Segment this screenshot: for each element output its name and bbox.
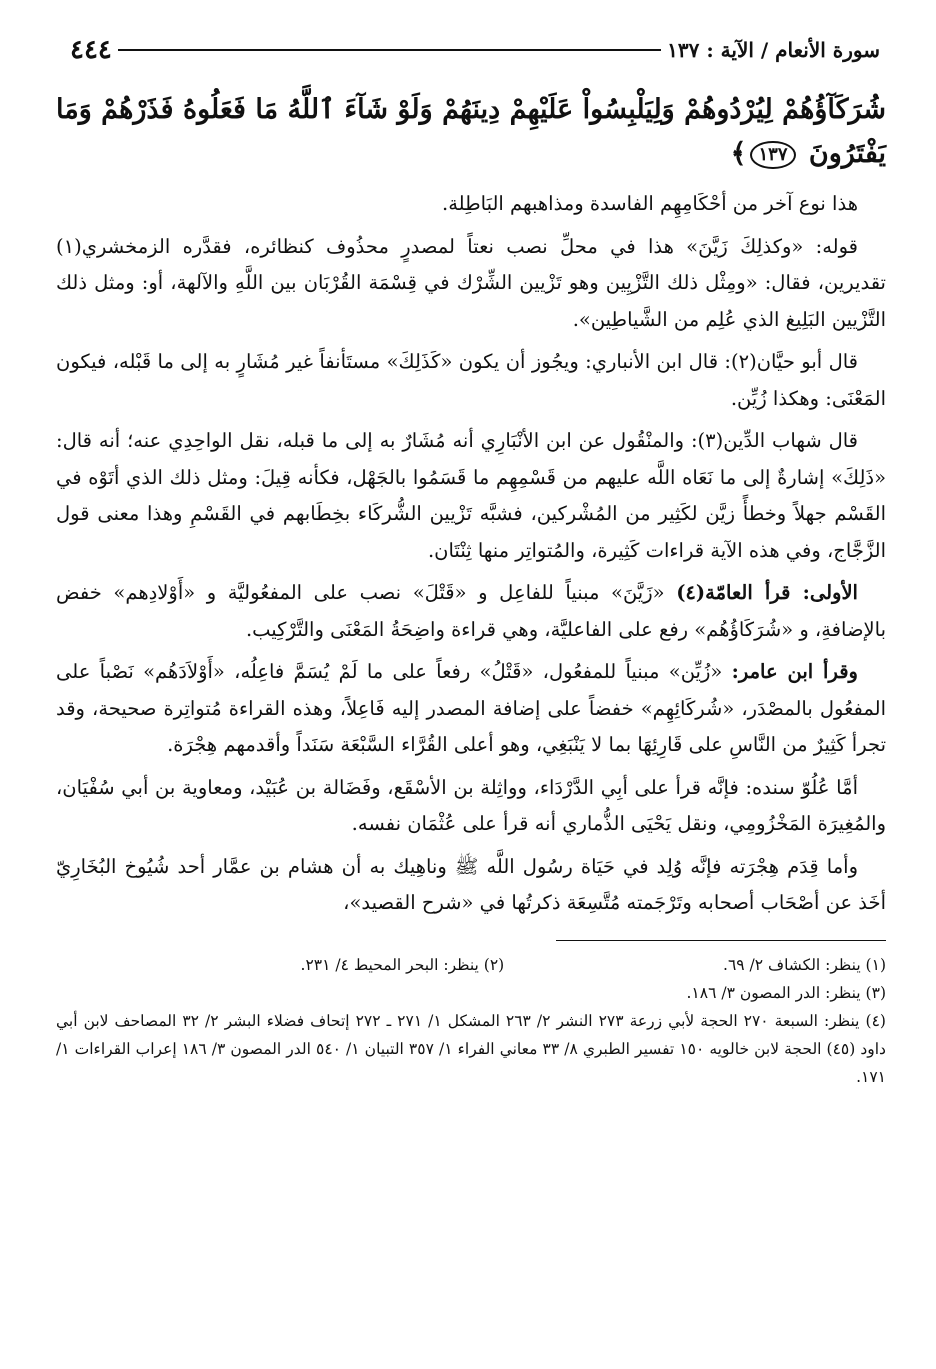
paragraph (56, 186, 886, 223)
quran-verse (56, 88, 886, 176)
book-page (56, 30, 886, 1350)
paragraph (56, 423, 886, 569)
verse-text: شُرَكَآؤُهُمْ لِيُرْدُوهُمْ وَلِيَلْبِسُواْ عَلَيْهِمْ دِينَهُمْ وَلَوْ شَآءَ ٱللَّهُ مَا فَعَلُوهُ فَذَرْهُمْ وَمَا يَفْتَرُونَ (56, 94, 886, 169)
paragraph (56, 229, 886, 339)
paragraph-text: قال أبو حيَّان(٢): قال ابن الأنباري: ويجُوز أن يكون «كَذَلِكَ» مستَأنفاً غير مُشَارٍ به إلى ما قَبْله، فيكون المَعْنَى: وهكذا زُيِّن. (56, 350, 886, 410)
paragraph-text: أمَّا عُلُوّ سنده: فإنَّه قرأ على أبِي الدَّرْدَاء، وواثِلة بن الأسْقَع، وفَضَالة بن عُبَيْد، ومعاوية بن أبي سُفْيَان، والمُغِيرَة المَخْزُومِي، ونقل يَحْيَى الذُّماري أنه قرأ على عُثْمَان نفسه. (56, 775, 886, 835)
footnote-1: (١) ينظر: الكشاف ٢/ ٦٩. (723, 955, 886, 974)
footnotes (56, 951, 886, 1091)
verse-number-marker: ١٣٧ (750, 141, 795, 169)
footnote-row (56, 951, 886, 979)
commentary-body (56, 186, 886, 922)
paragraph-text: قوله: «وكذلِكَ زَيَّنَ» هذا في محلِّ نصب نعتاً لمصدرٍ محذُوف كنظائره، فقدَّره الزمخشري(١) تقديرين، فقال: «ومِثْل ذلك التَّزْيِين وهو تَزْيين الشِّرْك في قِسْمَة القُرْبَان بين اللَّهِ والآلهة، أو: ومثل ذلك التَّزْيين البَلِيغ الذي عُلِم من الشَّياطِين». (56, 234, 886, 331)
footnote-separator (556, 940, 886, 941)
paragraph-text: «زُيِّن» مبنياً للمفعُول، «قَتْلُ» رفعاً على ما لَمْ يُسَمَّ فاعِلُه، «أَوْلاَدَهُم» نَصْباً على المفعُول بالمصْدَر، «شُركَائِهِم» خفضاً على إضافة المصدر إليه فَاعِلاً، وهذه القراءة مُتواتِرة صحيحة، وقد تجرأ كَثِيرٌ من النَّاسِ على قَارِئِهَا بما لا يَنْبَغِي، وهو أعلى القُرَّاء السَّبْعَة سَنَداً وأقدمهم هِجْرَة. (56, 660, 886, 756)
running-title: سورة الأنعام / الآية : ١٣٧ (667, 38, 880, 62)
paragraph-text: قال شهاب الدِّين(٣): والمنْقُول عن ابن الأنْبَارِي أنه مُشَارٌ به إلى ما قبله، نقل الواحِدِي عنه؛ أنه قال: «ذَلِكَ» إشارةٌ إلى ما نَعَاه اللَّه عليهم من قَسْمِهِم ما قَسَمُوا بالجَهْل، فكأنه قِيلَ: ومثل ذلك الذي أتَوْه في القَسْم جهلاً وخطأً زيَّن لكَثِير من المُشْركين، فشبَّه تَزْيين الشُّركَاء بخِطَابهم في القَسْمِ وهذا معنى قول الزَّجَّاج، وفي هذه الآية قراءات كَثِيرة، والمُتواتِر منها ثِنْتَان. (56, 429, 886, 562)
paragraph (56, 654, 886, 764)
paragraph-text: وأما قِدَم هِجْرَته فإنَّه وُلِد في حَيَاة رسُول اللَّه ﷺ وناهِيك به أن هشام بن عمَّار أحد شُيُوخ البُخَارِيّ أخَذ عن أصْحَاب أصحابه وتَرْجَمته مُتَّسِعَة ذكرتُها في «شرح القصيد»، (56, 854, 886, 914)
paragraph (56, 575, 886, 648)
page-number: ٤٤٤ (70, 35, 112, 65)
paragraph (56, 344, 886, 417)
paragraph-text: هذا نوع آخر من أحْكَامِهِم الفاسدة ومذاهبهم البَاطِلة. (442, 192, 858, 215)
footnote-3: (٣) ينظر: الدر المصون ٣/ ١٨٦. (686, 983, 886, 1002)
page-header (56, 30, 886, 70)
footnote-2: (٢) ينظر: البحر المحيط ٤/ ٢٣١. (300, 955, 505, 974)
paragraph (56, 849, 886, 922)
paragraph-lead: وقرأ ابن عامر: (731, 660, 858, 683)
footnote-4: (٤) ينظر: السبعة ٢٧٠ الحجة لأبي زرعة ٢٧٣ النشر ٢/ ٢٦٣ المشكل ١/ ٢٧١ ـ ٢٧٢ إتحاف فضلاء البشر ٢/ ٣٢ المصاحف لابن أبي داود (٤٥) الحجة لابن خالويه ١٥٠ تفسير الطبري ٨/ ٣٣ معاني الفراء ١/ ٣٥٧ التبيان ١/ ٥٤٠ الدر المصون ٣/ ١٨٦ إعراب القراءات ١/ ١٧١. (56, 1011, 886, 1086)
paragraph-text: «زَيَّنَ» مبنياً للفاعِل و «قَتْلَ» نصب على المفعُوليَّة و «أَوْلادِهم» خفض بالإضافةِ، و «شُرَكَاؤُهُم» رفع على الفاعليَّة، وهي قراءة واضِحَةُ المَعْنَى والتَّرْكِيب. (56, 581, 886, 641)
paragraph (56, 770, 886, 843)
header-rule (118, 49, 661, 51)
paragraph-lead: الأولى: قرأ العامّة(٤) (676, 581, 858, 604)
verse-closing-bracket: ﴾ (730, 138, 747, 169)
